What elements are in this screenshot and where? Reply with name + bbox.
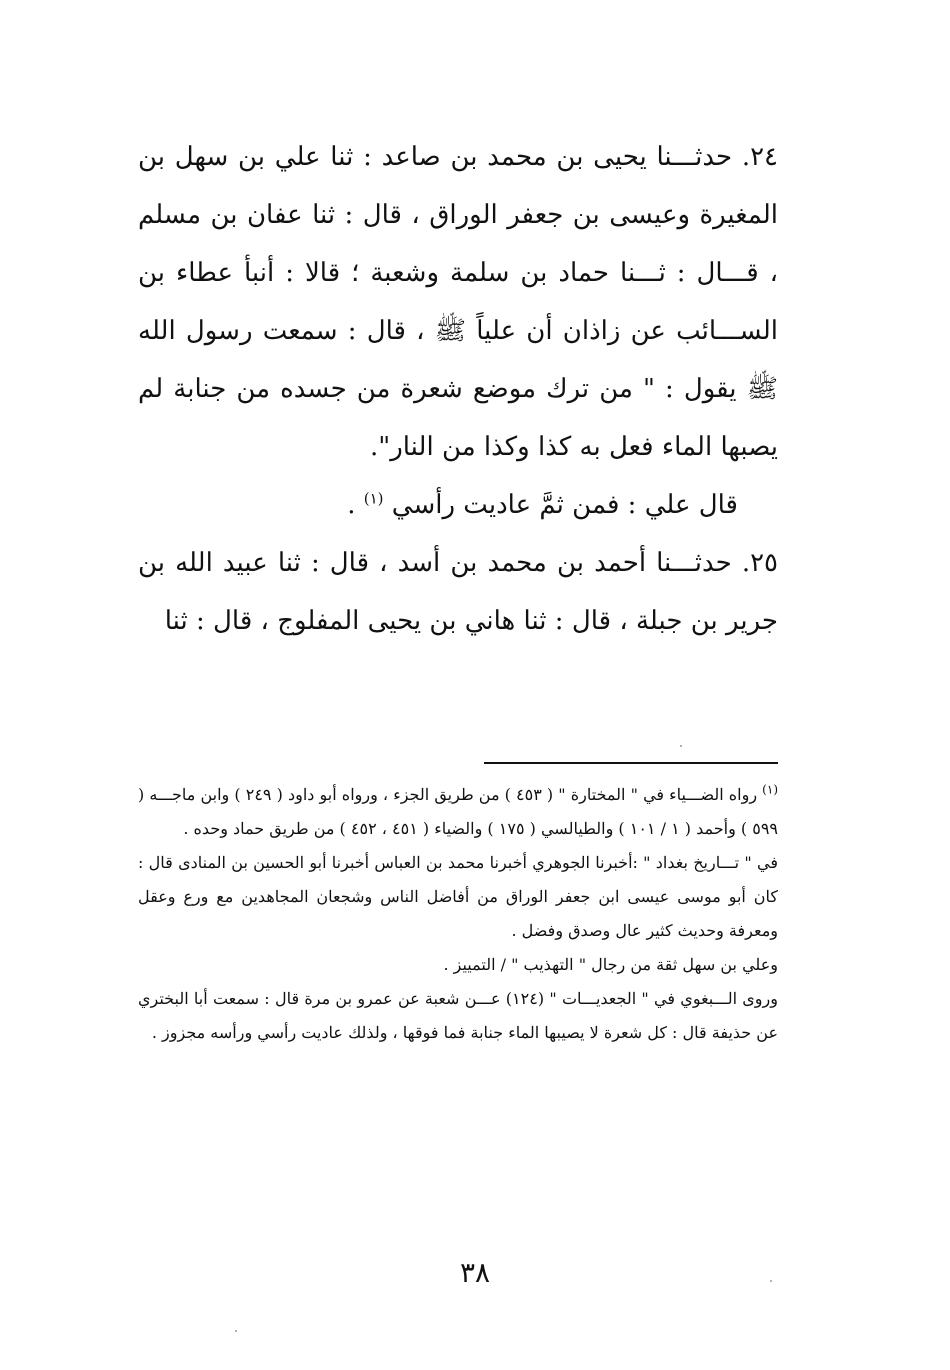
hadith-text: حدثـــنا يحيى بن محمد بن صاعد : ثنا علي بن سهل بن المغيرة وعيسى بن جعفر الوراق ، قال : ثنا عفان بن مسلم ، قـــال : ثـــنا حماد بن سلمة وشعبة ؛ قالا : أنبأ عطاء بن الســـائب عن زاذان أن علياً ﷺ ، قال : سمعت رسول الله ﷺ يقول : " من ترك موضع شعرة من جسده من جنابة لم يصبها الماء فعل به كذا وكذا من النار". <box>138 142 778 462</box>
footnote-separator <box>484 762 778 764</box>
scan-speck <box>680 745 682 747</box>
footnote-text: رواه الضـــياء في " المختارة " ( ٤٥٣ ) من طريق الجزء ، ورواه أبو داود ( ٢٤٩ ) وابن ماجـــه ( ٥٩٩ ) وأحمد ( ١ / ١٠١ ) والطيالسي ( ١٧٥ ) والضياء ( ٤٥١ ، ٤٥٢ ) من طريق حماد وحده . <box>138 785 778 838</box>
quote-text: قال علي : فمن ثمَّ عاديت رأسي <box>391 490 738 520</box>
hadith-25 <box>138 534 778 650</box>
hadith-number: ٢٥. <box>741 548 779 578</box>
scan-speck <box>235 1330 237 1332</box>
footnotes-block <box>138 778 778 1050</box>
ali-quote <box>138 476 778 534</box>
footnote-paragraph: وعلي بن سهل ثقة من رجال " التهذيب " / التمييز . <box>443 955 778 974</box>
footnote-paragraph <box>138 778 778 846</box>
footnote-reference[interactable]: (١) <box>363 489 384 508</box>
footnote-paragraph: في " تـــاريخ بغداد " :أخبرنا الجوهري أخبرنا محمد بن العباس أخبرنا أبو الحسين بن المنادى قال : كان أبو موسى عيسى ابن جعفر الوراق من أفاضل الناس وشجعان المجاهدين مع ورع وعقل ومعرفة وحديث كثير عال وصدق وفضل . <box>138 853 778 940</box>
page-number: ٣٨ <box>459 1256 491 1289</box>
hadith-24 <box>138 128 778 476</box>
hadith-number: ٢٤. <box>741 142 779 172</box>
scan-speck <box>770 1280 772 1282</box>
footnote-paragraph: وروى الـــبغوي في " الجعديـــات " (١٢٤) عـــن شعبة عن عمرو بن مرة قال : سمعت أبا البختري عن حذيفة قال : كل شعرة لا يصيبها الماء جنابة فما فوقها ، ولذلك عاديت رأسي ورأسه مجزوز . <box>138 989 778 1042</box>
footnote-marker: (١) <box>762 782 778 797</box>
hadith-text: حدثـــنا أحمد بن محمد بن أسد ، قال : ثنا عبيد الله بن جرير بن جبلة ، قال : ثنا هاني بن يحيى المفلوج ، قال : ثنا <box>138 548 778 636</box>
main-text-block <box>138 128 778 650</box>
quote-end: . <box>347 490 356 520</box>
